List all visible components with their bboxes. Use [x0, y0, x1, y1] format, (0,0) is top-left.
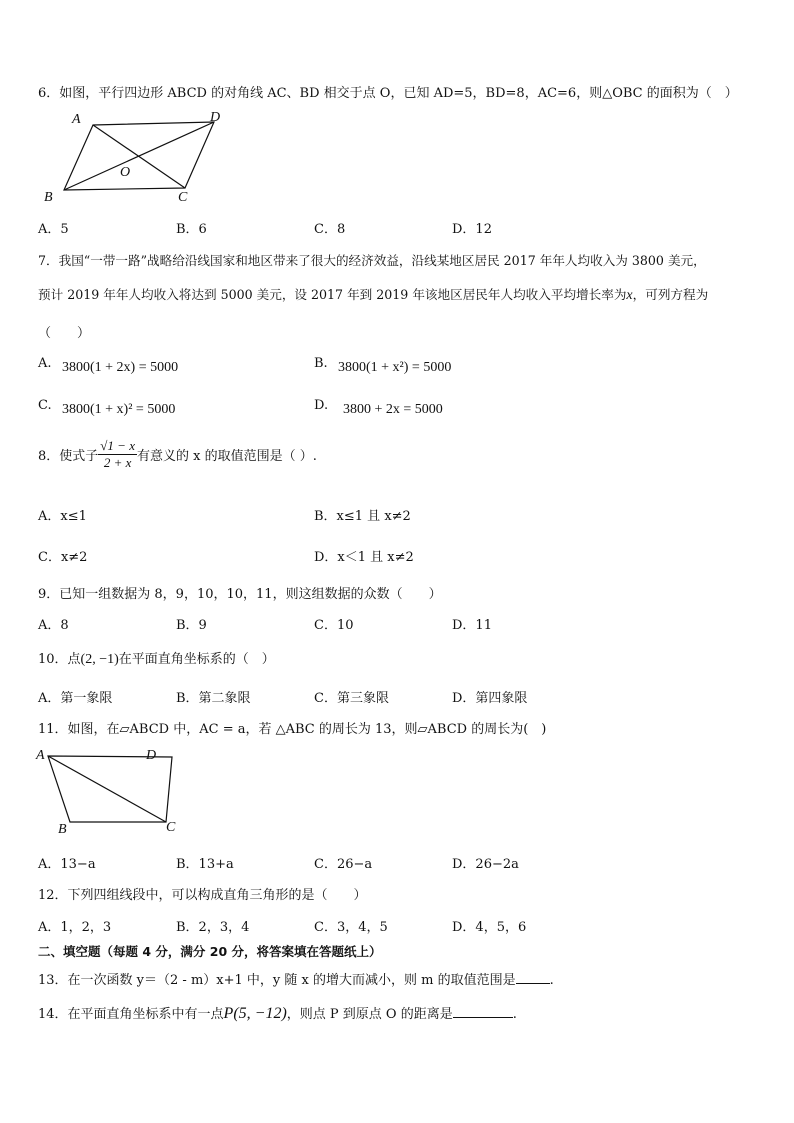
q11-option-d[interactable]: D．26−2a [452, 857, 519, 872]
q8-option-d[interactable]: D．x＜1 且 x≠2 [314, 550, 414, 565]
q10-suffix: 在平面直角坐标系的（ ） [118, 652, 275, 667]
q14-answer-blank[interactable] [453, 1017, 513, 1018]
q10-point: (2, −1) [80, 652, 119, 667]
q7-option-d-letter[interactable]: D. [314, 398, 329, 413]
q9-option-c[interactable]: C．10 [314, 618, 354, 633]
q11-option-c[interactable]: C．26−a [314, 857, 373, 872]
question-7-line1: 7．我国“一带一路”战略给沿线国家和地区带来了很大的经济效益，沿线某地区居民 2017 年年人均收入为 3800 美元， [38, 253, 706, 268]
q8-suffix: 有意义的 x 的取值范围是（ ）. [136, 449, 317, 464]
q11-vertex-label-b: B [58, 822, 67, 837]
diagonal-ac-q11 [48, 756, 166, 822]
q10-option-b[interactable]: B．第二象限 [176, 691, 251, 706]
q10-prefix: 10．点 [38, 652, 81, 667]
q9-option-d[interactable]: D．11 [452, 618, 492, 633]
q13-end: . [549, 973, 554, 988]
q7-answer-paren: （ ） [38, 326, 91, 341]
q10-option-d[interactable]: D．第四象限 [452, 691, 528, 706]
q7-option-a-letter[interactable]: A. [38, 356, 52, 371]
section-2-title: 二、填空题（每题 4 分，满分 20 分，将答案填在答题纸上） [38, 944, 382, 959]
q6-option-d[interactable]: D．12 [452, 222, 492, 237]
q6-option-b[interactable]: B．6 [176, 222, 207, 237]
q6-option-c[interactable]: C．8 [314, 222, 346, 237]
question-13-stem [38, 969, 554, 988]
question-8-stem [38, 438, 317, 471]
q10-option-c[interactable]: C．第三象限 [314, 691, 389, 706]
parallelogram-figure-q11 [34, 744, 194, 838]
q10-option-a[interactable]: A．第一象限 [38, 691, 113, 706]
q8-option-c[interactable]: C．x≠2 [38, 550, 88, 565]
q7-option-c-letter[interactable]: C. [38, 398, 52, 413]
q8-denominator: 2 + x [103, 455, 132, 470]
q8-prefix: 8．使式子 [38, 449, 99, 464]
q12-option-c[interactable]: C．3，4，5 [314, 920, 388, 935]
question-7-line2 [38, 284, 708, 304]
q13-text: 13．在一次函数 y＝（2 - m）x+1 中，y 随 x 的增大而减小，则 m 的取值范围是 [38, 973, 516, 988]
parallelogram-figure-q6 [40, 106, 240, 206]
q6-option-a[interactable]: A．5 [38, 222, 69, 237]
question-14-stem [38, 1003, 517, 1023]
question-6-stem: 6．如图，平行四边形 ABCD 的对角线 AC、BD 相交于点 O，已知 AD=5，BD=8，AC=6，则△OBC 的面积为（ ） [38, 86, 738, 101]
q12-option-d[interactable]: D．4，5，6 [452, 920, 527, 935]
vertex-label-b: B [44, 190, 53, 205]
q7-option-b-expr[interactable]: 3800(1 + x²) = 5000 [338, 360, 452, 375]
q7-option-a-expr[interactable]: 3800(1 + 2x) = 5000 [62, 360, 179, 375]
vertex-label-d: D [210, 110, 221, 125]
question-12-stem: 12．下列四组线段中，可以构成直角三角形的是（ ） [38, 888, 367, 903]
vertex-label-a: A [72, 112, 81, 127]
q11-vertex-label-c: C [166, 820, 176, 835]
q11-vertex-label-a: A [36, 748, 45, 763]
q8-fraction [98, 438, 137, 471]
q11-option-b[interactable]: B．13+a [176, 857, 234, 872]
question-11-stem: 11．如图，在▱ABCD 中，AC = a，若 △ABC 的周长为 13，则▱ABCD 的周长为( ) [38, 722, 547, 737]
q7-option-d-expr[interactable]: 3800 + 2x = 5000 [343, 402, 443, 417]
q11-option-a[interactable]: A．13−a [38, 857, 96, 872]
q7-line2-text: 预计 2019 年年人均收入将达到 5000 美元，设 2017 年到 2019 年该地区居民年人均收入平均增长率为 [38, 287, 627, 302]
q12-option-b[interactable]: B．2，3，4 [176, 920, 250, 935]
q12-option-a[interactable]: A．1，2，3 [38, 920, 112, 935]
q7-option-c-expr[interactable]: 3800(1 + x)² = 5000 [62, 402, 176, 417]
diagonal-bd [64, 122, 214, 190]
q7-variable: x [626, 288, 633, 303]
question-9-stem: 9．已知一组数据为 8，9，10，10，11，则这组数据的众数（ ） [38, 587, 442, 602]
center-label-o: O [120, 165, 131, 180]
q14-point: P(5, −12) [223, 1005, 287, 1022]
q14-prefix: 14．在平面直角坐标系中有一点 [38, 1007, 224, 1022]
q9-option-a[interactable]: A．8 [38, 618, 69, 633]
q13-answer-blank[interactable] [516, 983, 550, 984]
q7-option-b-letter[interactable]: B. [314, 356, 328, 371]
q7-line2-end: ，可列方程为 [632, 287, 709, 302]
q9-option-b[interactable]: B．9 [176, 618, 207, 633]
q14-end: . [512, 1007, 517, 1022]
question-10-stem [38, 648, 275, 668]
q11-vertex-label-d: D [146, 748, 157, 763]
q8-option-a[interactable]: A．x≤1 [38, 509, 87, 524]
q8-numerator: √1 − x [100, 438, 135, 453]
q8-option-b[interactable]: B．x≤1 且 x≠2 [314, 509, 411, 524]
q14-suffix: ，则点 P 到原点 O 的距离是 [286, 1007, 453, 1022]
vertex-label-c: C [178, 190, 188, 205]
